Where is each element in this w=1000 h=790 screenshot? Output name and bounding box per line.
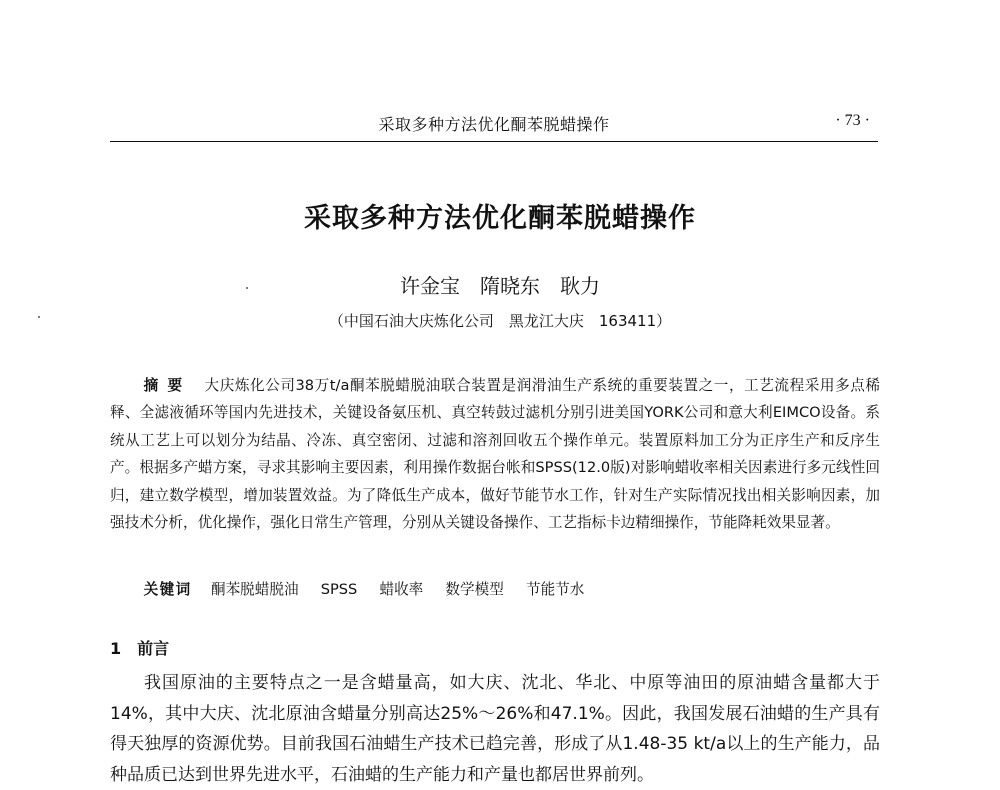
keyword-item: 蜡收率 [379, 581, 424, 598]
running-header [110, 108, 878, 144]
scan-speck [246, 287, 248, 289]
keyword-item: 酮苯脱蜡脱油 [210, 581, 299, 598]
section-title: 前言 [137, 639, 170, 658]
paper-title: 采取多种方法优化酮苯脱蜡操作 [304, 203, 696, 234]
abstract-text: 大庆炼化公司38万t/a酮苯脱蜡脱油联合装置是润滑油生产系统的重要装置之一，工艺流程采用多点稀释、全滤液循环等国内先进技术，关键设备氨压机、真空转鼓过滤机分别引进美国YORK公司和意大利EIMCO设备。系统从工艺上可以划分为结晶、冷冻、真空密闭、过滤和溶剂回收五个操作单元。装置原料加工分为正序生产和反序生产。根据多产蜡方案，寻求其影响主要因素，利用操作数据台帐和SPSS(12.0版)对影响蜡收率相关因素进行多元线性回归，建立数学模型，增加装置效益。为了降低生产成本，做好节能节水工作，针对生产实际情况找出相关影响因素，加强技术分析，优化操作，强化日常生产管理，分别从关键设备操作、工艺指标卡边精细操作，节能降耗效果显著。 [110, 377, 880, 532]
section-heading [110, 636, 169, 659]
abstract [110, 372, 880, 536]
body-paragraph: 我国原油的主要特点之一是含蜡量高，如大庆、沈北、华北、中原等油田的原油蜡含量都大于14%，其中大庆、沈北原油含蜡量分别高达25%～26%和47.1%。因此，我国发展石油蜡的生产具有得天独厚的资源优势。目前我国石油蜡生产技术已趋完善，形成了从1.48-35 kt/a以上的生产能力，品种品质已达到世界先进水平，石油蜡的生产能力和产量也都居世界前列。 [110, 673, 880, 785]
page-number: · 73 · [835, 112, 870, 129]
keyword-item: SPSS [320, 581, 358, 598]
scan-speck [38, 316, 40, 318]
header-rule [110, 141, 878, 142]
authors: 许金宝 隋晓东 耿力 [400, 274, 600, 298]
keywords [110, 576, 880, 603]
keyword-item: 节能节水 [525, 581, 585, 598]
keywords-label: 关键词 [143, 581, 192, 598]
section-number: 1 [110, 639, 122, 658]
running-title: 采取多种方法优化酮苯脱蜡操作 [378, 115, 610, 134]
affiliation: （中国石油大庆炼化公司 黑龙江大庆 163411） [328, 312, 672, 330]
abstract-label: 摘要 [143, 377, 192, 394]
keyword-item: 数学模型 [445, 581, 504, 598]
